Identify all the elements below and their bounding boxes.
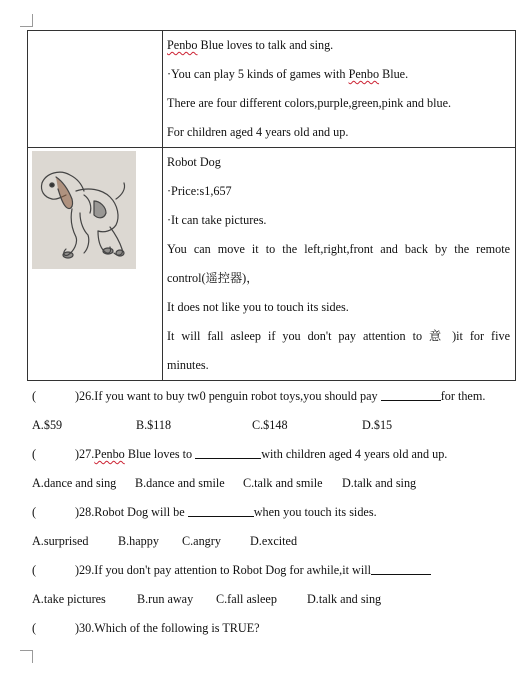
table-text-line — [167, 322, 510, 351]
answer-option: B.dance and smile — [135, 476, 225, 490]
table-text-line — [167, 351, 510, 380]
table-row-robot-dog — [28, 148, 516, 381]
robot-dog-image-cell — [28, 148, 163, 381]
answer-option: B.$118 — [136, 418, 172, 432]
answer-option: B.happy — [118, 534, 159, 548]
text-span: Robot Dog — [167, 155, 221, 169]
text-span: Blue. — [379, 67, 409, 81]
answer-paren: ( — [32, 505, 37, 519]
text-span: Blue loves to talk and sing. — [197, 38, 334, 52]
text-span: ·You can play 5 kinds of games with — [167, 67, 349, 81]
question-text: when you touch its sides. — [253, 505, 377, 519]
text-span: For children aged 4 years old and up. — [167, 125, 349, 139]
options-line — [32, 585, 516, 614]
question-text: Blue loves to — [124, 447, 196, 461]
question-text: )29.If you don't pay attention to Robot Dog for awhile,it will — [75, 563, 372, 577]
answer-option: C.talk and smile — [243, 476, 323, 490]
table-text-line — [167, 118, 510, 147]
answer-option: A.dance and sing — [32, 476, 117, 490]
question-text: with children aged 4 years old and up. — [261, 447, 448, 461]
question-line — [32, 556, 516, 585]
question-text: )26.If you want to buy tw0 penguin robot toys,you should pay — [75, 389, 381, 403]
table-row-penbo — [28, 31, 516, 148]
table-text-line — [167, 293, 510, 322]
text-span: It does not like you to touch its sides. — [167, 300, 349, 314]
table-text-line — [167, 235, 510, 264]
product-info-table — [27, 30, 516, 381]
spellcheck-word: Penbo — [94, 447, 125, 461]
options-line — [32, 411, 516, 440]
answer-blank — [188, 502, 254, 517]
options-line — [32, 469, 516, 498]
empty-image-cell — [28, 31, 163, 148]
answer-paren: ( — [32, 447, 37, 461]
question-list — [32, 382, 516, 643]
answer-paren: ( — [32, 621, 37, 635]
answer-option: A.take pictures — [32, 592, 106, 606]
answer-paren: ( — [32, 563, 37, 577]
table-text-line — [167, 31, 510, 60]
question-text: )30.Which of the following is TRUE? — [75, 621, 260, 635]
text-span: ·It can take pictures. — [167, 213, 267, 227]
answer-option: C.fall asleep — [216, 592, 277, 606]
answer-option: C.angry — [182, 534, 221, 548]
answer-option: A.$59 — [32, 418, 63, 432]
table-text-line — [167, 148, 510, 177]
question-line — [32, 440, 516, 469]
crop-mark-bottom-left — [20, 650, 33, 663]
table-text-line — [167, 177, 510, 206]
table-text-line — [167, 264, 510, 293]
answer-paren: ( — [32, 389, 37, 403]
question-text: for them. — [440, 389, 486, 403]
question-text: )28.Robot Dog will be — [75, 505, 188, 519]
table-text-line — [167, 206, 510, 235]
text-span: control(遥控器)， — [167, 271, 259, 285]
spellcheck-word: Penbo — [167, 38, 198, 52]
question-line — [32, 382, 516, 411]
answer-blank — [195, 444, 261, 459]
answer-blank — [371, 560, 431, 575]
table-text-line — [167, 60, 510, 89]
text-span: It will fall asleep if you don't pay attention to 意 )it for five — [167, 329, 510, 343]
answer-option: A.surprised — [32, 534, 89, 548]
question-line — [32, 498, 516, 527]
robot-dog-icon — [32, 151, 136, 269]
text-span: minutes. — [167, 358, 209, 372]
robot-dog-description-cell — [163, 148, 516, 381]
robot-dog-photo — [32, 151, 136, 269]
text-span: There are four different colors,purple,green,pink and blue. — [167, 96, 452, 110]
answer-option: D.talk and sing — [342, 476, 417, 490]
answer-blank — [381, 386, 441, 401]
answer-option: B.run away — [137, 592, 194, 606]
penbo-description-cell — [163, 31, 516, 148]
answer-option: D.talk and sing — [307, 592, 382, 606]
text-span: You can move it to the left,right,front and back by the remote — [167, 242, 510, 256]
question-line — [32, 614, 516, 643]
options-line — [32, 527, 516, 556]
crop-mark-top-left — [20, 14, 33, 27]
text-span: ·Price:s1,657 — [167, 184, 232, 198]
answer-option: D.$15 — [362, 418, 393, 432]
answer-option: D.excited — [250, 534, 298, 548]
question-text: )27. — [75, 447, 95, 461]
answer-option: C.$148 — [252, 418, 288, 432]
table-text-line — [167, 89, 510, 118]
spellcheck-word: Penbo — [348, 67, 380, 81]
